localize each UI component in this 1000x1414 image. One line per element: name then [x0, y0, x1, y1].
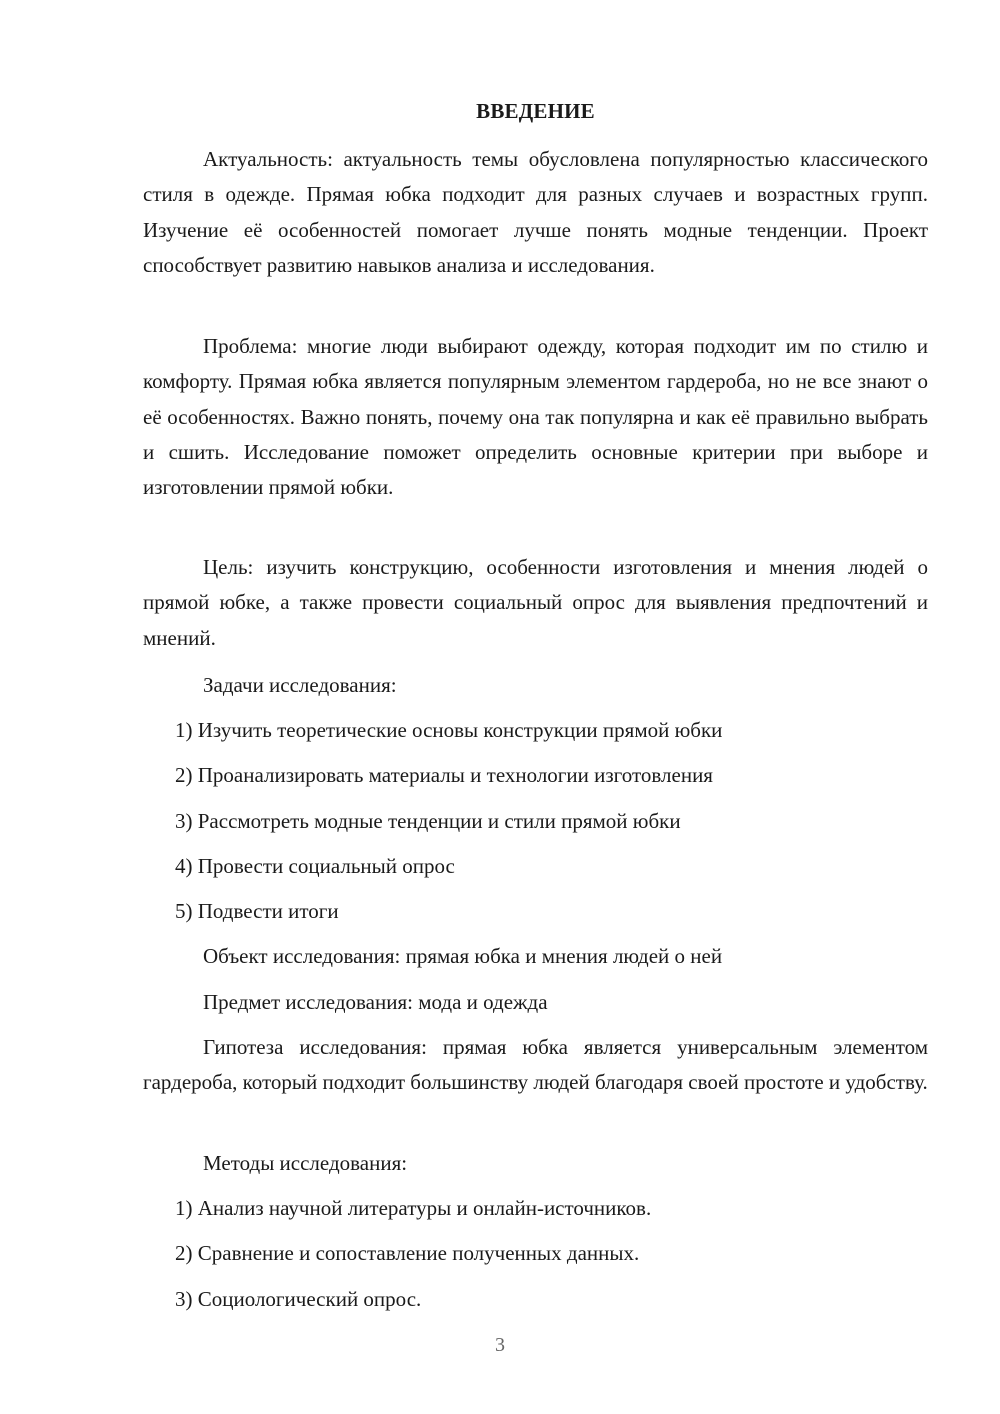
- hypothesis-paragraph: Гипотеза исследования: прямая юбка является универсальным элементом гардероба, который подходит большинству людей благодаря своей простоте и удобству.: [143, 1035, 928, 1095]
- list-item: 5) Подвести итоги: [175, 899, 339, 923]
- list-item: 3) Рассмотреть модные тенденции и стили прямой юбки: [175, 809, 681, 833]
- relevance-paragraph: Актуальность: актуальность темы обусловлена популярностью классического стиля в одежде. Прямая юбка подходит для разных случаев и возрастных групп. Изучение её особенностей помогает лучше понять модные тенденции. Проект способствует развитию навыков анализа и исследования.: [143, 147, 928, 277]
- goal-paragraph: Цель: изучить конструкцию, особенности изготовления и мнения людей о прямой юбке, а также провести социальный опрос для выявления предпочтений и мнений.: [143, 555, 928, 650]
- list-item: 4) Провести социальный опрос: [175, 854, 455, 878]
- section-title: ВВЕДЕНИЕ: [476, 99, 595, 123]
- list-item: 3) Социологический опрос.: [175, 1287, 422, 1311]
- list-item: 2) Проанализировать материалы и технологии изготовления: [175, 763, 713, 787]
- list-item: 1) Анализ научной литературы и онлайн-источников.: [175, 1196, 652, 1220]
- list-item: 2) Сравнение и сопоставление полученных данных.: [175, 1241, 640, 1265]
- list-item: 1) Изучить теоретические основы конструкции прямой юбки: [175, 718, 723, 742]
- problem-paragraph: Проблема: многие люди выбирают одежду, которая подходит им по стилю и комфорту. Прямая юбка является популярным элементом гардероба, но не все знают о её особенностях. Важно понять, почему она так популярна и как её правильно выбрать и сшить. Исследование поможет определить основные критерии при выборе и изготовлении прямой юбки.: [143, 334, 928, 500]
- page-number: 3: [495, 1334, 505, 1356]
- research-object: Объект исследования: прямая юбка и мнения людей о ней: [203, 944, 723, 968]
- research-subject: Предмет исследования: мода и одежда: [203, 990, 548, 1014]
- tasks-heading: Задачи исследования:: [203, 673, 397, 697]
- methods-heading: Методы исследования:: [203, 1151, 408, 1175]
